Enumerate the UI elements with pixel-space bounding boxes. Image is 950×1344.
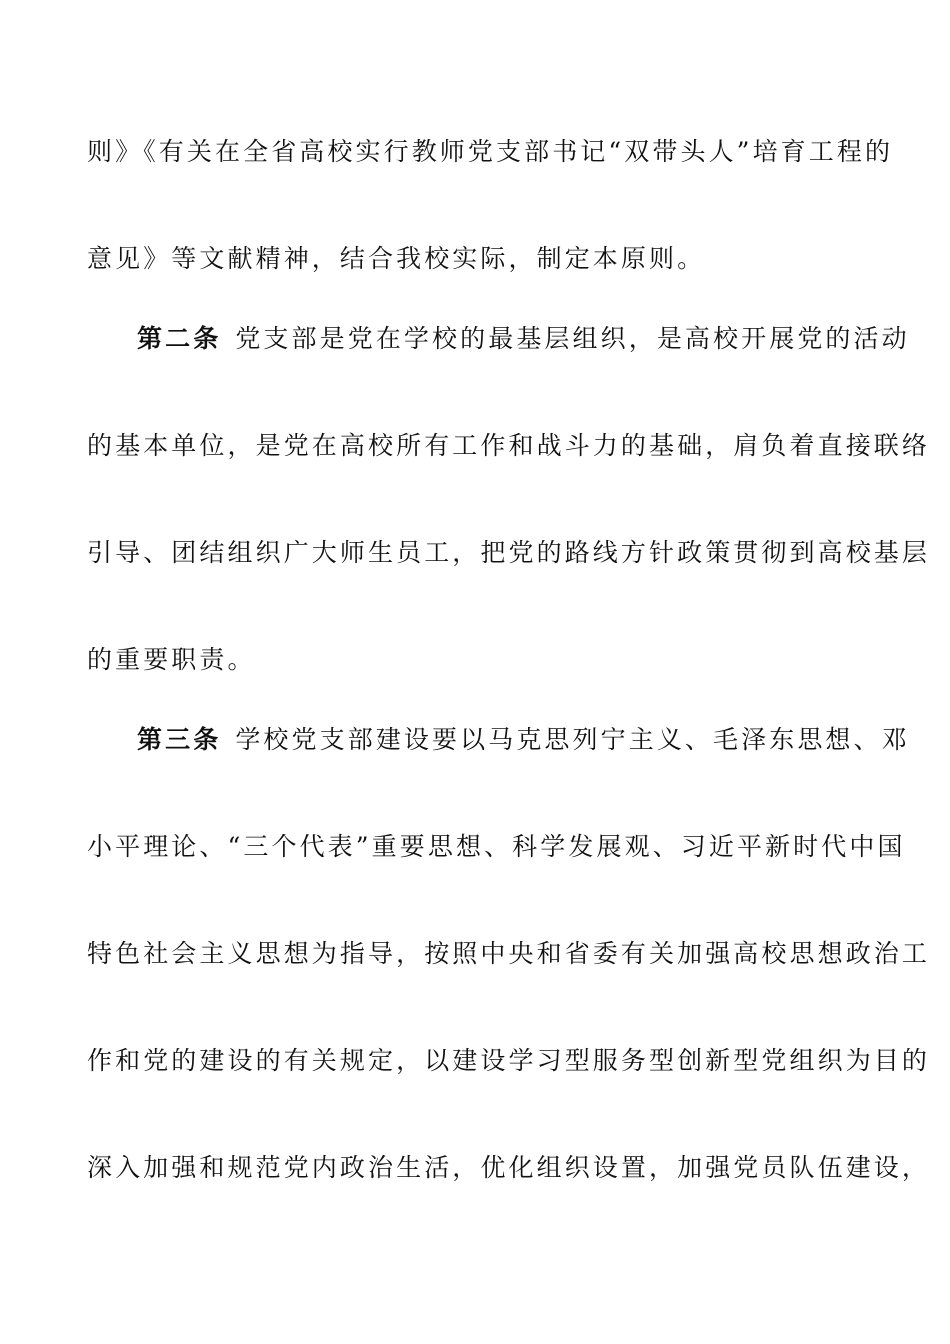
line-text: 则》《有关在全省高校实行教师党支部书记“双带头人”培育工程的: [87, 137, 894, 166]
line-text: 深入加强和规范党内政治生活，优化组织设置，加强党员队伍建设，: [87, 1153, 931, 1182]
line-text: 引导、团结组织广大师生员工，把党的路线方针政策贯彻到高校基层: [87, 538, 931, 567]
text-line: [87, 1148, 931, 1188]
line-text: 的重要职责。: [87, 645, 256, 674]
text-line: [87, 239, 867, 279]
article-heading: 第三条: [137, 725, 222, 754]
article-heading: 第二条: [137, 324, 222, 353]
article-three-line: [137, 720, 910, 760]
line-text: 的基本单位，是党在高校所有工作和战斗力的基础，肩负着直接联络: [87, 431, 931, 460]
text-line: [87, 533, 931, 573]
text-line: [87, 934, 931, 974]
text-line: [87, 426, 931, 466]
text-line: [87, 640, 867, 680]
line-text: 作和党的建设的有关规定，以建设学习型服务型创新型党组织为目的: [87, 1046, 931, 1075]
line-text: 意见》等文献精神，结合我校实际，制定本原则。: [87, 244, 706, 273]
text-line: [87, 1041, 931, 1081]
line-text: 学校党支部建设要以马克思列宁主义、毛泽东思想、邓: [235, 725, 910, 754]
line-text: 特色社会主义思想为指导，按照中央和省委有关加强高校思想政治工: [87, 939, 931, 968]
text-line: [87, 132, 894, 172]
article-two-line: [137, 319, 910, 359]
line-text: 小平理论、“三个代表”重要思想、科学发展观、习近平新时代中国: [87, 832, 906, 861]
text-line: [87, 827, 906, 867]
line-text: 党支部是党在学校的最基层组织，是高校开展党的活动: [235, 324, 910, 353]
